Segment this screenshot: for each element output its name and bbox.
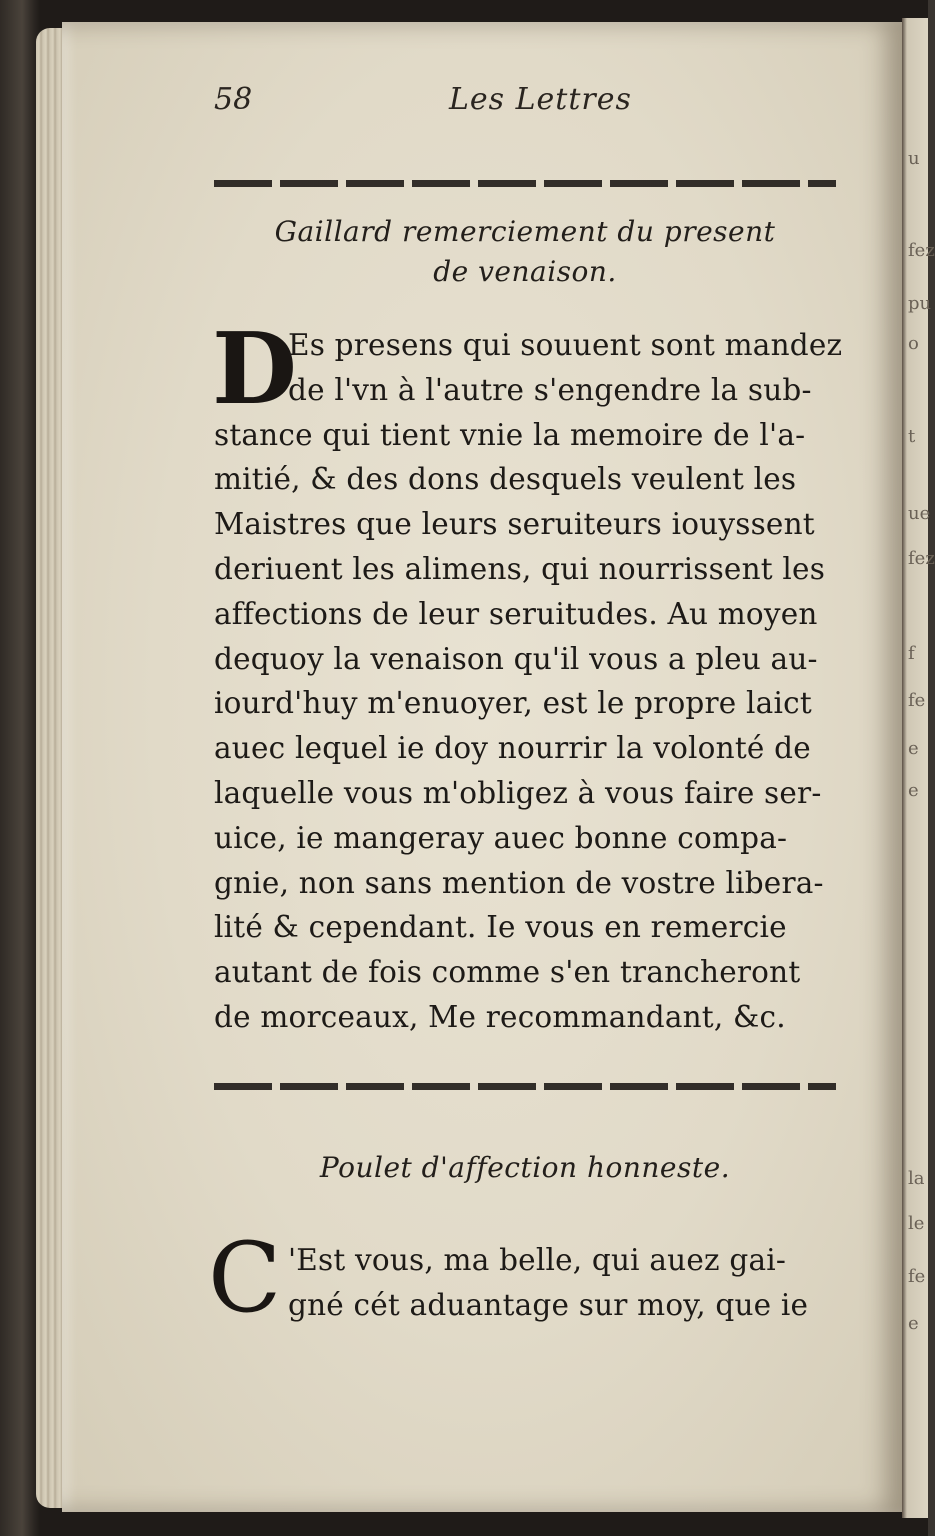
facing-fragment: e [908,1313,919,1334]
text-line: uice, ie mangeray auec bonne compa- [214,820,788,855]
facing-page-edge [902,18,935,1518]
facing-fragment: t [908,426,916,447]
letter-body [212,312,844,1040]
facing-fragment: la [908,1168,925,1189]
facing-fragment: o [908,333,919,354]
ornamental-rule [214,1083,836,1090]
letter-heading: Poulet d'affection honneste. [319,1151,731,1184]
running-head [214,82,834,132]
text-line: de l'vn à l'autre s'engendre la sub- [288,372,812,407]
facing-fragment: u [908,148,920,169]
text-line: gnie, non sans mention de vostre libera- [214,865,824,900]
text-line: iourd'huy m'enuoyer, est le propre laict [214,686,812,721]
facing-fragment: fe [908,690,926,711]
text-line: autant de fois comme s'en trancheront [214,955,801,990]
text-line: gné cét aduantage sur moy, que ie [288,1287,809,1322]
ornamental-rule [214,180,836,187]
running-title: Les Lettres [449,82,632,117]
drop-cap: D [212,312,297,427]
letter-heading [214,212,836,292]
text-line: dequoy la venaison qu'il vous a pleu au- [214,641,818,676]
text-line: Maistres que leurs seruiteurs iouyssent [214,507,815,542]
page-number: 58 [214,82,253,117]
text-line: de morceaux, Me recommandant, &c. [214,999,786,1034]
text-line: stance qui tient vnie la memoire de l'a- [214,417,806,452]
text-line: laquelle vous m'obligez à vous faire ser- [214,775,822,810]
text-line: Es presens qui souuent sont mandez [288,328,843,362]
facing-fragment: e [908,780,919,801]
facing-fragment: fez [908,548,935,569]
heading-line: de venaison. [433,255,617,288]
facing-fragment: e [908,738,919,759]
facing-fragment: fez [908,240,935,261]
facing-fragment: ue [908,503,931,524]
facing-fragment: fe [908,1266,926,1287]
facing-fragment: le [908,1213,925,1234]
facing-fragment: f [908,643,915,664]
text-line: 'Est vous, ma belle, qui auez gai- [288,1243,787,1277]
text-line: mitié, & des dons desquels veulent les [214,462,797,497]
facing-fragment: pu [908,293,932,314]
text-line: deriuent les alimens, qui nourrissent les [214,551,826,586]
text-line: auec lequel ie doy nourrir la volonté de [214,731,811,766]
text-line: lité & cependant. Ie vous en remercie [214,910,787,945]
letter-body [214,1238,844,1328]
text-line: affections de leur seruitudes. Au moyen [214,596,818,631]
drop-cap: C [208,1222,282,1334]
heading-line: Gaillard remerciement du present [274,215,776,248]
